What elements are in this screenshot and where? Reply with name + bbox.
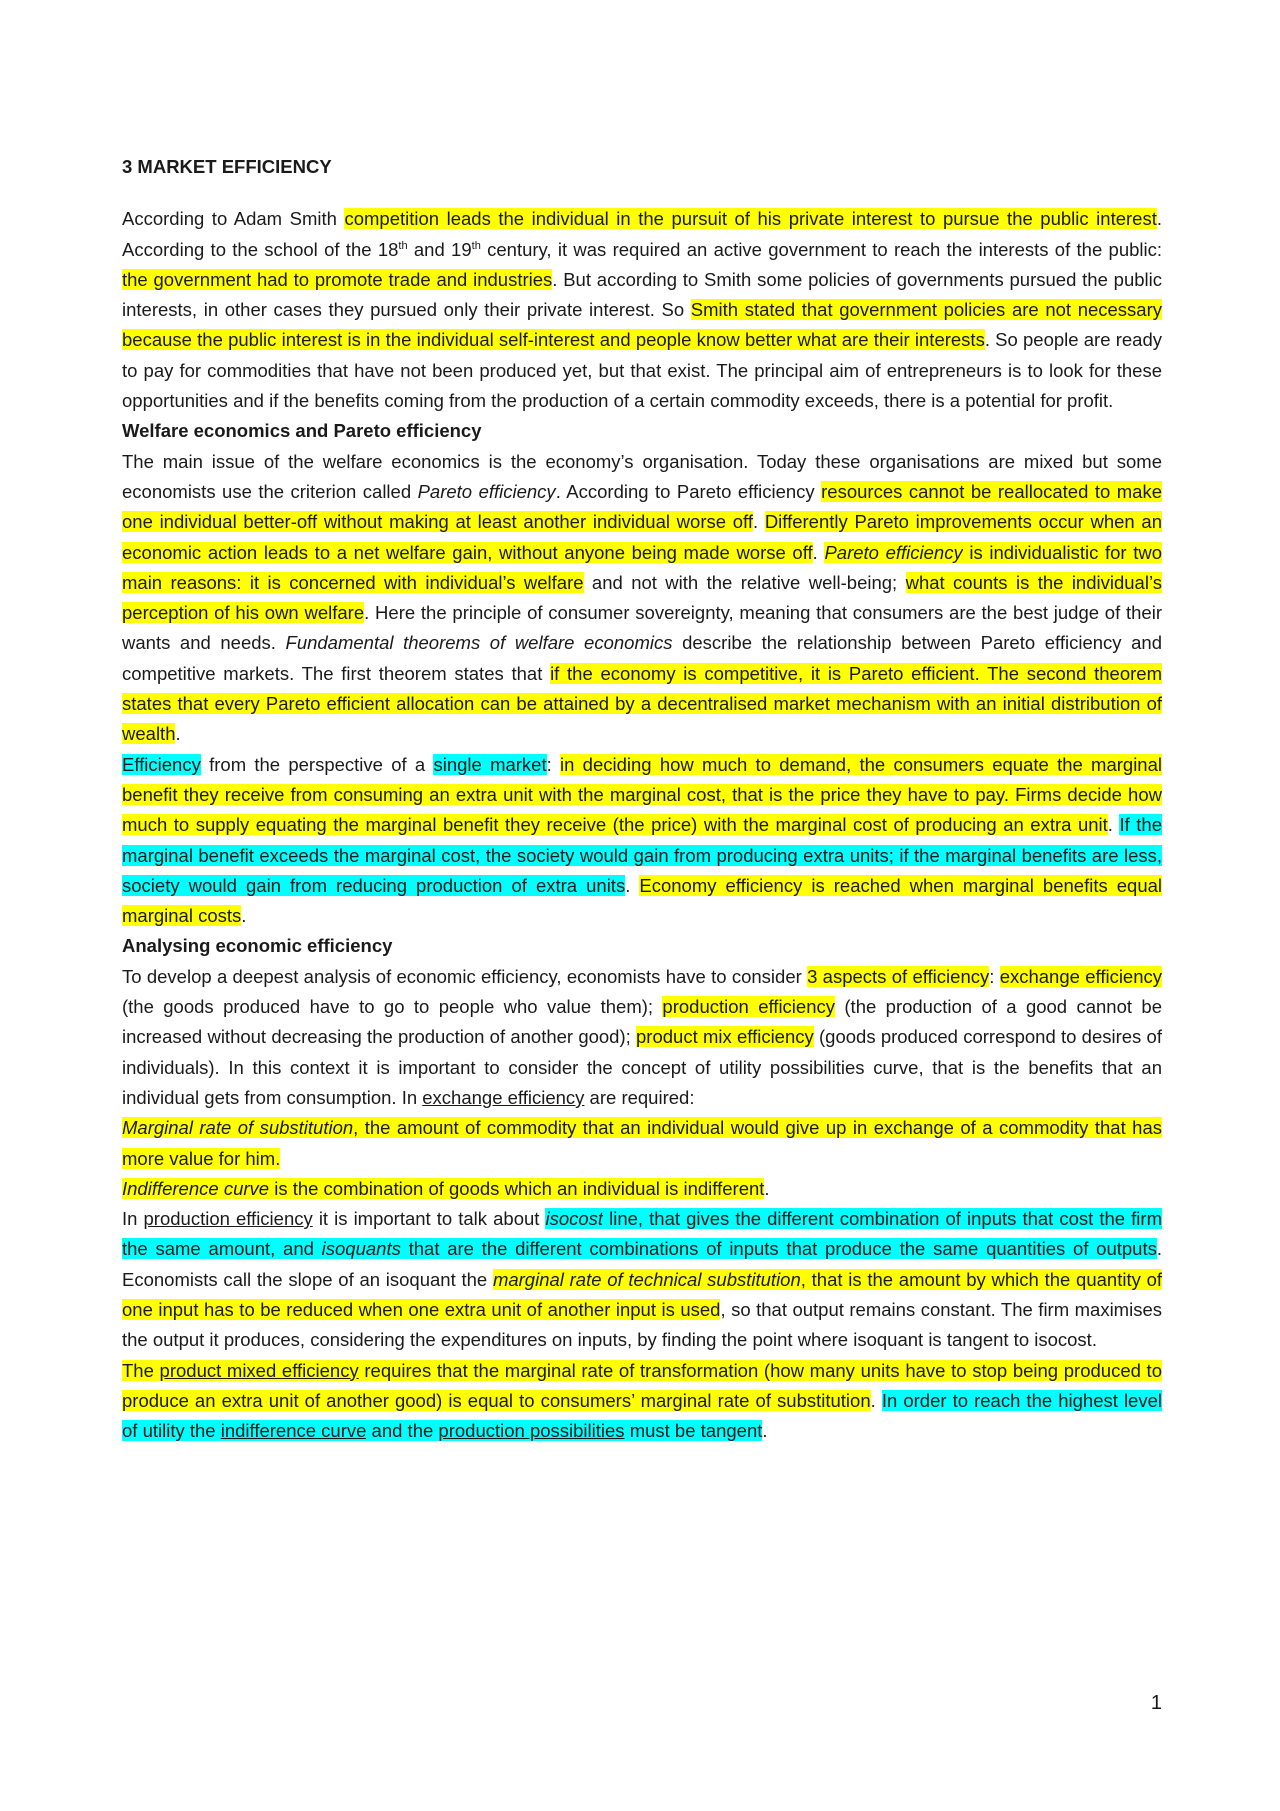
paragraph	[122, 1204, 1162, 1355]
text-run: .	[1107, 814, 1120, 836]
highlighted-text: isoquants	[321, 1238, 401, 1260]
text-run: In	[122, 1208, 144, 1230]
highlighted-text: marginal rate of technical substitution	[492, 1268, 801, 1290]
highlighted-text: and the	[366, 1420, 439, 1442]
highlighted-text: resources cannot be reallocated to make one individual better-off without making at least another individual worse off	[122, 480, 1162, 533]
paragraph	[122, 1174, 1162, 1204]
highlighted-text: requires that the marginal rate of transformation (how many units have to stop being produced to produce an extra unit of another good) is equal to consumers’ marginal rate of substitution	[122, 1359, 1162, 1411]
highlighted-text: Marginal rate of substitution	[122, 1117, 354, 1139]
text-run: . Economists call the slope of an isoquant the	[122, 1238, 1163, 1290]
text-run: .	[762, 1420, 768, 1442]
highlighted-text: Indifference curve	[122, 1177, 270, 1199]
highlighted-text: must be tangent	[624, 1420, 763, 1442]
superscript: th	[471, 239, 481, 252]
highlighted-text: , the amount of commodity that an individual would give up in exchange of a commodity that has more value for him.	[122, 1117, 1163, 1169]
text-run: .	[175, 723, 181, 745]
highlighted-text: Efficiency	[122, 753, 201, 775]
highlighted-text: line, that gives the different combination of inputs that cost the firm the same amount, and	[122, 1208, 1162, 1260]
text-run: exchange efficiency	[422, 1086, 585, 1108]
text-run: The main issue of the welfare economics is the economy’s organisation. Today these organisations are mixed but some economists use the criterion called	[122, 450, 1162, 502]
document-title: 3 MARKET EFFICIENCY	[122, 156, 332, 177]
text-run: (goods produced correspond to desires of individuals). In this context it is important to consider the concept of utility possibilities curve, that is the benefits that an individual gets from consumption. In	[122, 1026, 1162, 1108]
highlighted-text: what counts is the individual’s perception of his own welfare	[122, 571, 1162, 624]
highlighted-text: production possibilities	[438, 1420, 625, 1442]
paragraph	[122, 750, 1162, 932]
text-run: .	[752, 511, 765, 533]
paragraph	[122, 962, 1162, 1113]
highlighted-text: is individualistic for two main reasons: it is concerned with individual’s welfare	[122, 541, 1162, 593]
highlighted-text: Smith stated that government policies are not necessary because the public interest is in the individual self-interest and people know better what are their interests	[122, 299, 1163, 351]
text-run: production efficiency	[143, 1208, 313, 1230]
highlighted-text: Economy efficiency is reached when marginal benefits equal marginal costs	[122, 874, 1163, 927]
highlighted-text: isocost	[545, 1208, 604, 1230]
text-run: and 19	[407, 238, 472, 260]
highlighted-text: production efficiency	[662, 996, 835, 1018]
highlighted-text: If the marginal benefit exceeds the marginal cost, the society would gain from producing extra units; if the marginal benefits are less, society would gain from reducing production of extra units	[122, 814, 1162, 896]
document-body	[122, 152, 1162, 1446]
text-run: To develop a deepest analysis of economic efficiency, economists have to consider	[122, 965, 808, 987]
highlighted-text: if the economy is competitive, it is Pareto efficient. The second theorem states that every Pareto efficient allocation can be attained by a decentralised market mechanism with an initial distribution of wealth	[122, 662, 1162, 745]
text-run: .	[764, 1177, 770, 1199]
superscript: th	[398, 239, 408, 252]
paragraph	[122, 447, 1162, 750]
text-run: .	[812, 541, 825, 563]
text-run: are required:	[584, 1086, 695, 1108]
text-run: . But according to Smith some policies of governments pursued the public interests, in other cases they pursued only their private interest. So	[122, 268, 1162, 321]
highlighted-text: Differently Pareto improvements occur when an economic action leads to a net welfare gain, without anyone being made worse off	[122, 511, 1162, 563]
text-run: century, it was required an active government to reach the interests of the public:	[480, 238, 1163, 260]
text-run: (the production of a good cannot be increased without decreasing the production of another good);	[122, 996, 1162, 1048]
highlighted-text: 3 aspects of efficiency	[807, 965, 990, 987]
text-run: and not with the relative well-being;	[583, 571, 906, 593]
highlighted-text: in deciding how much to demand, the consumers equate the marginal benefit they receive from consuming an extra unit with the marginal cost, that is the price they have to pay. Firms decide how much to supply equating the marginal benefit they receive (the price) with the marginal cost of producing an extra unit	[122, 753, 1162, 836]
highlighted-text: , that is the amount by which the quantity of one input has to be reduced when one extra unit of another input is used	[122, 1268, 1163, 1320]
highlighted-text: competition leads the individual in the pursuit of his private interest to pursue the public interest	[344, 208, 1157, 230]
text-run: Welfare economics and Pareto efficiency	[122, 420, 482, 442]
text-run: . According to the school of the 18	[122, 208, 1162, 260]
text-run: :	[546, 753, 561, 775]
section-heading	[122, 416, 1162, 446]
text-run: describe the relationship between Pareto efficiency and competitive markets. The first theorem states that	[122, 632, 1162, 684]
text-run: . Here the principle of consumer sovereignty, meaning that consumers are the best judge of their wants and needs.	[122, 602, 1162, 654]
highlighted-text: that are the different combinations of inputs that produce the same quantities of outputs	[400, 1238, 1157, 1260]
highlighted-text: product mix efficiency	[636, 1026, 814, 1048]
text-run: Analysing economic efficiency	[122, 935, 393, 957]
paragraph	[122, 1356, 1162, 1447]
text-run: . So people are ready to pay for commodities that have not been produced yet, but that exist. The principal aim of entrepreneurs is to look for these opportunities and if the benefits coming from the production of a certain commodity exceeds, there is a potential for profit.	[122, 329, 1162, 412]
text-run: According to Adam Smith	[122, 208, 345, 230]
highlighted-text: product mixed efficiency	[159, 1359, 359, 1381]
text-run: from the perspective of a	[200, 753, 434, 775]
text-run: . According to Pareto efficiency	[555, 480, 822, 502]
text-run: Pareto efficiency	[417, 480, 556, 502]
text-run: , so that output remains constant. The firm maximises the output it produces, considering the expenditures on inputs, by finding the point where isoquant is tangent to isocost.	[122, 1298, 1162, 1351]
highlighted-text: Pareto efficiency	[824, 541, 963, 563]
paragraph	[122, 1113, 1162, 1174]
page-number: 1	[1150, 1692, 1162, 1714]
highlighted-text: the government had to promote trade and industries	[122, 268, 553, 290]
text-run: .	[870, 1389, 882, 1411]
highlighted-text: indifference curve	[220, 1420, 367, 1442]
document-blocks	[122, 204, 1162, 1446]
highlighted-text: In order to reach the highest level of utility the	[122, 1389, 1162, 1442]
paragraph	[122, 204, 1162, 416]
text-run: (the goods produced have to go to people who value them);	[122, 996, 663, 1018]
highlighted-text: The	[122, 1359, 160, 1381]
text-run: .	[625, 874, 640, 896]
text-run: Fundamental theorems of welfare economics	[285, 632, 673, 654]
text-run: it is important to talk about	[312, 1208, 546, 1230]
highlighted-text: exchange efficiency	[999, 965, 1163, 987]
highlighted-text: single market	[433, 753, 547, 775]
section-heading	[122, 931, 1162, 961]
text-run: .	[241, 905, 247, 927]
highlighted-text: is the combination of goods which an individual is indifferent	[269, 1177, 765, 1199]
text-run: :	[989, 965, 1000, 987]
